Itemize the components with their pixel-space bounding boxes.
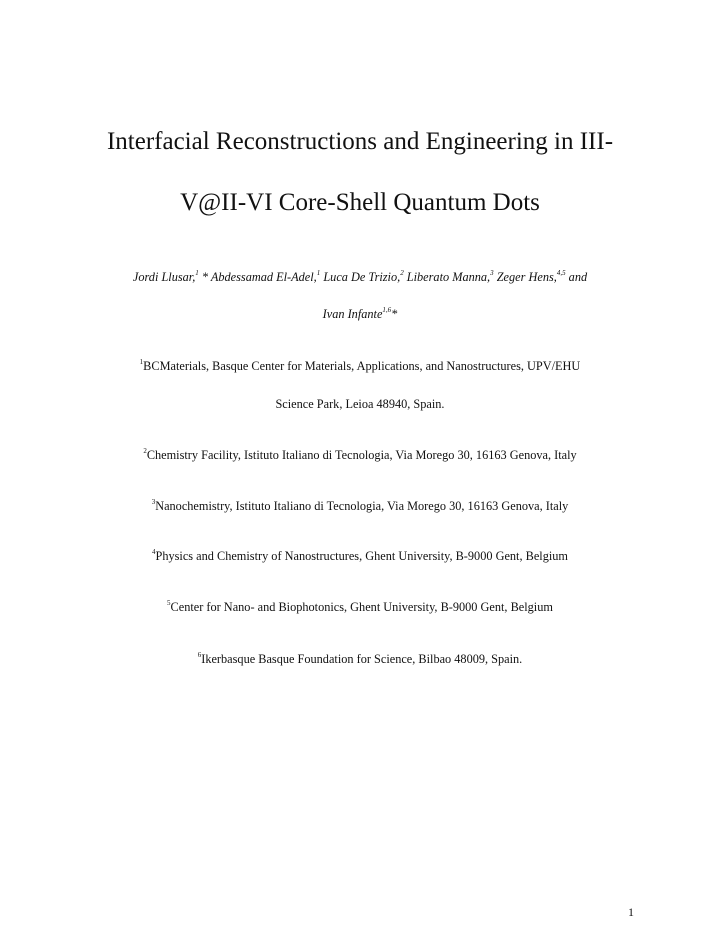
affiliation-text: Nanochemistry, Istituto Italiano di Tecnologia, Via Morego 30, 16163 Genova, Italy: [155, 499, 569, 513]
author-affiliation-marker: 1: [316, 269, 321, 277]
affiliation-text: BCMaterials, Basque Center for Materials, Applications, and Nanostructures, UPV/EHU: [143, 359, 581, 373]
author-name: Jordi Llusar,: [132, 270, 196, 284]
author-list-line-2: [40, 307, 680, 322]
author-name: Liberato Manna,: [406, 270, 491, 284]
author-list-line-1: [40, 270, 680, 285]
affiliation-1-continued: Science Park, Leioa 48940, Spain.: [275, 397, 445, 411]
paper-title-line-1: Interfacial Reconstructions and Engineering in III-: [106, 128, 614, 155]
affiliation-marker: 2: [143, 447, 147, 455]
author-separator: and: [565, 270, 588, 284]
author-affiliation-marker: 2: [400, 269, 404, 277]
affiliation-text: Physics and Chemistry of Nanostructures, Ghent University, B-9000 Gent, Belgium: [155, 549, 568, 563]
affiliation-text: Chemistry Facility, Istituto Italiano di Tecnologia, Via Morego 30, 16163 Genova, Italy: [146, 448, 577, 462]
paper-title-line-2: V@II-VI Core-Shell Quantum Dots: [180, 189, 540, 216]
affiliation-2: [40, 448, 680, 463]
author-name: Luca De Trizio,: [323, 270, 401, 284]
affiliation-text: Center for Nano- and Biophotonics, Ghent University, B-9000 Gent, Belgium: [170, 600, 553, 614]
page-number: 1: [628, 905, 634, 919]
affiliation-3: [40, 499, 680, 514]
affiliation-marker: 1: [139, 358, 144, 366]
author-name: Abdessamad El-Adel,: [210, 270, 317, 284]
author-affiliation-marker: 4,5: [556, 269, 566, 277]
affiliation-marker: 6: [197, 651, 202, 659]
author-affiliation-marker: 3: [490, 269, 494, 277]
affiliation-4: [40, 549, 680, 564]
affiliation-marker: 5: [167, 599, 171, 607]
affiliation-6: [40, 652, 680, 667]
author-separator: *: [198, 270, 211, 284]
author-name: Zeger Hens,: [496, 270, 557, 284]
affiliation-marker: 3: [151, 498, 156, 506]
affiliation-marker: 4: [152, 548, 156, 556]
affiliation-text: Ikerbasque Basque Foundation for Science, Bilbao 48009, Spain.: [201, 652, 523, 666]
author-affiliation-marker: 1,6: [382, 306, 392, 314]
author-affiliation-marker: 1: [195, 269, 199, 277]
author-name: Ivan Infante: [322, 307, 383, 321]
affiliation-1: [40, 359, 680, 374]
author-separator: *: [391, 307, 398, 321]
affiliation-5: [40, 600, 680, 615]
